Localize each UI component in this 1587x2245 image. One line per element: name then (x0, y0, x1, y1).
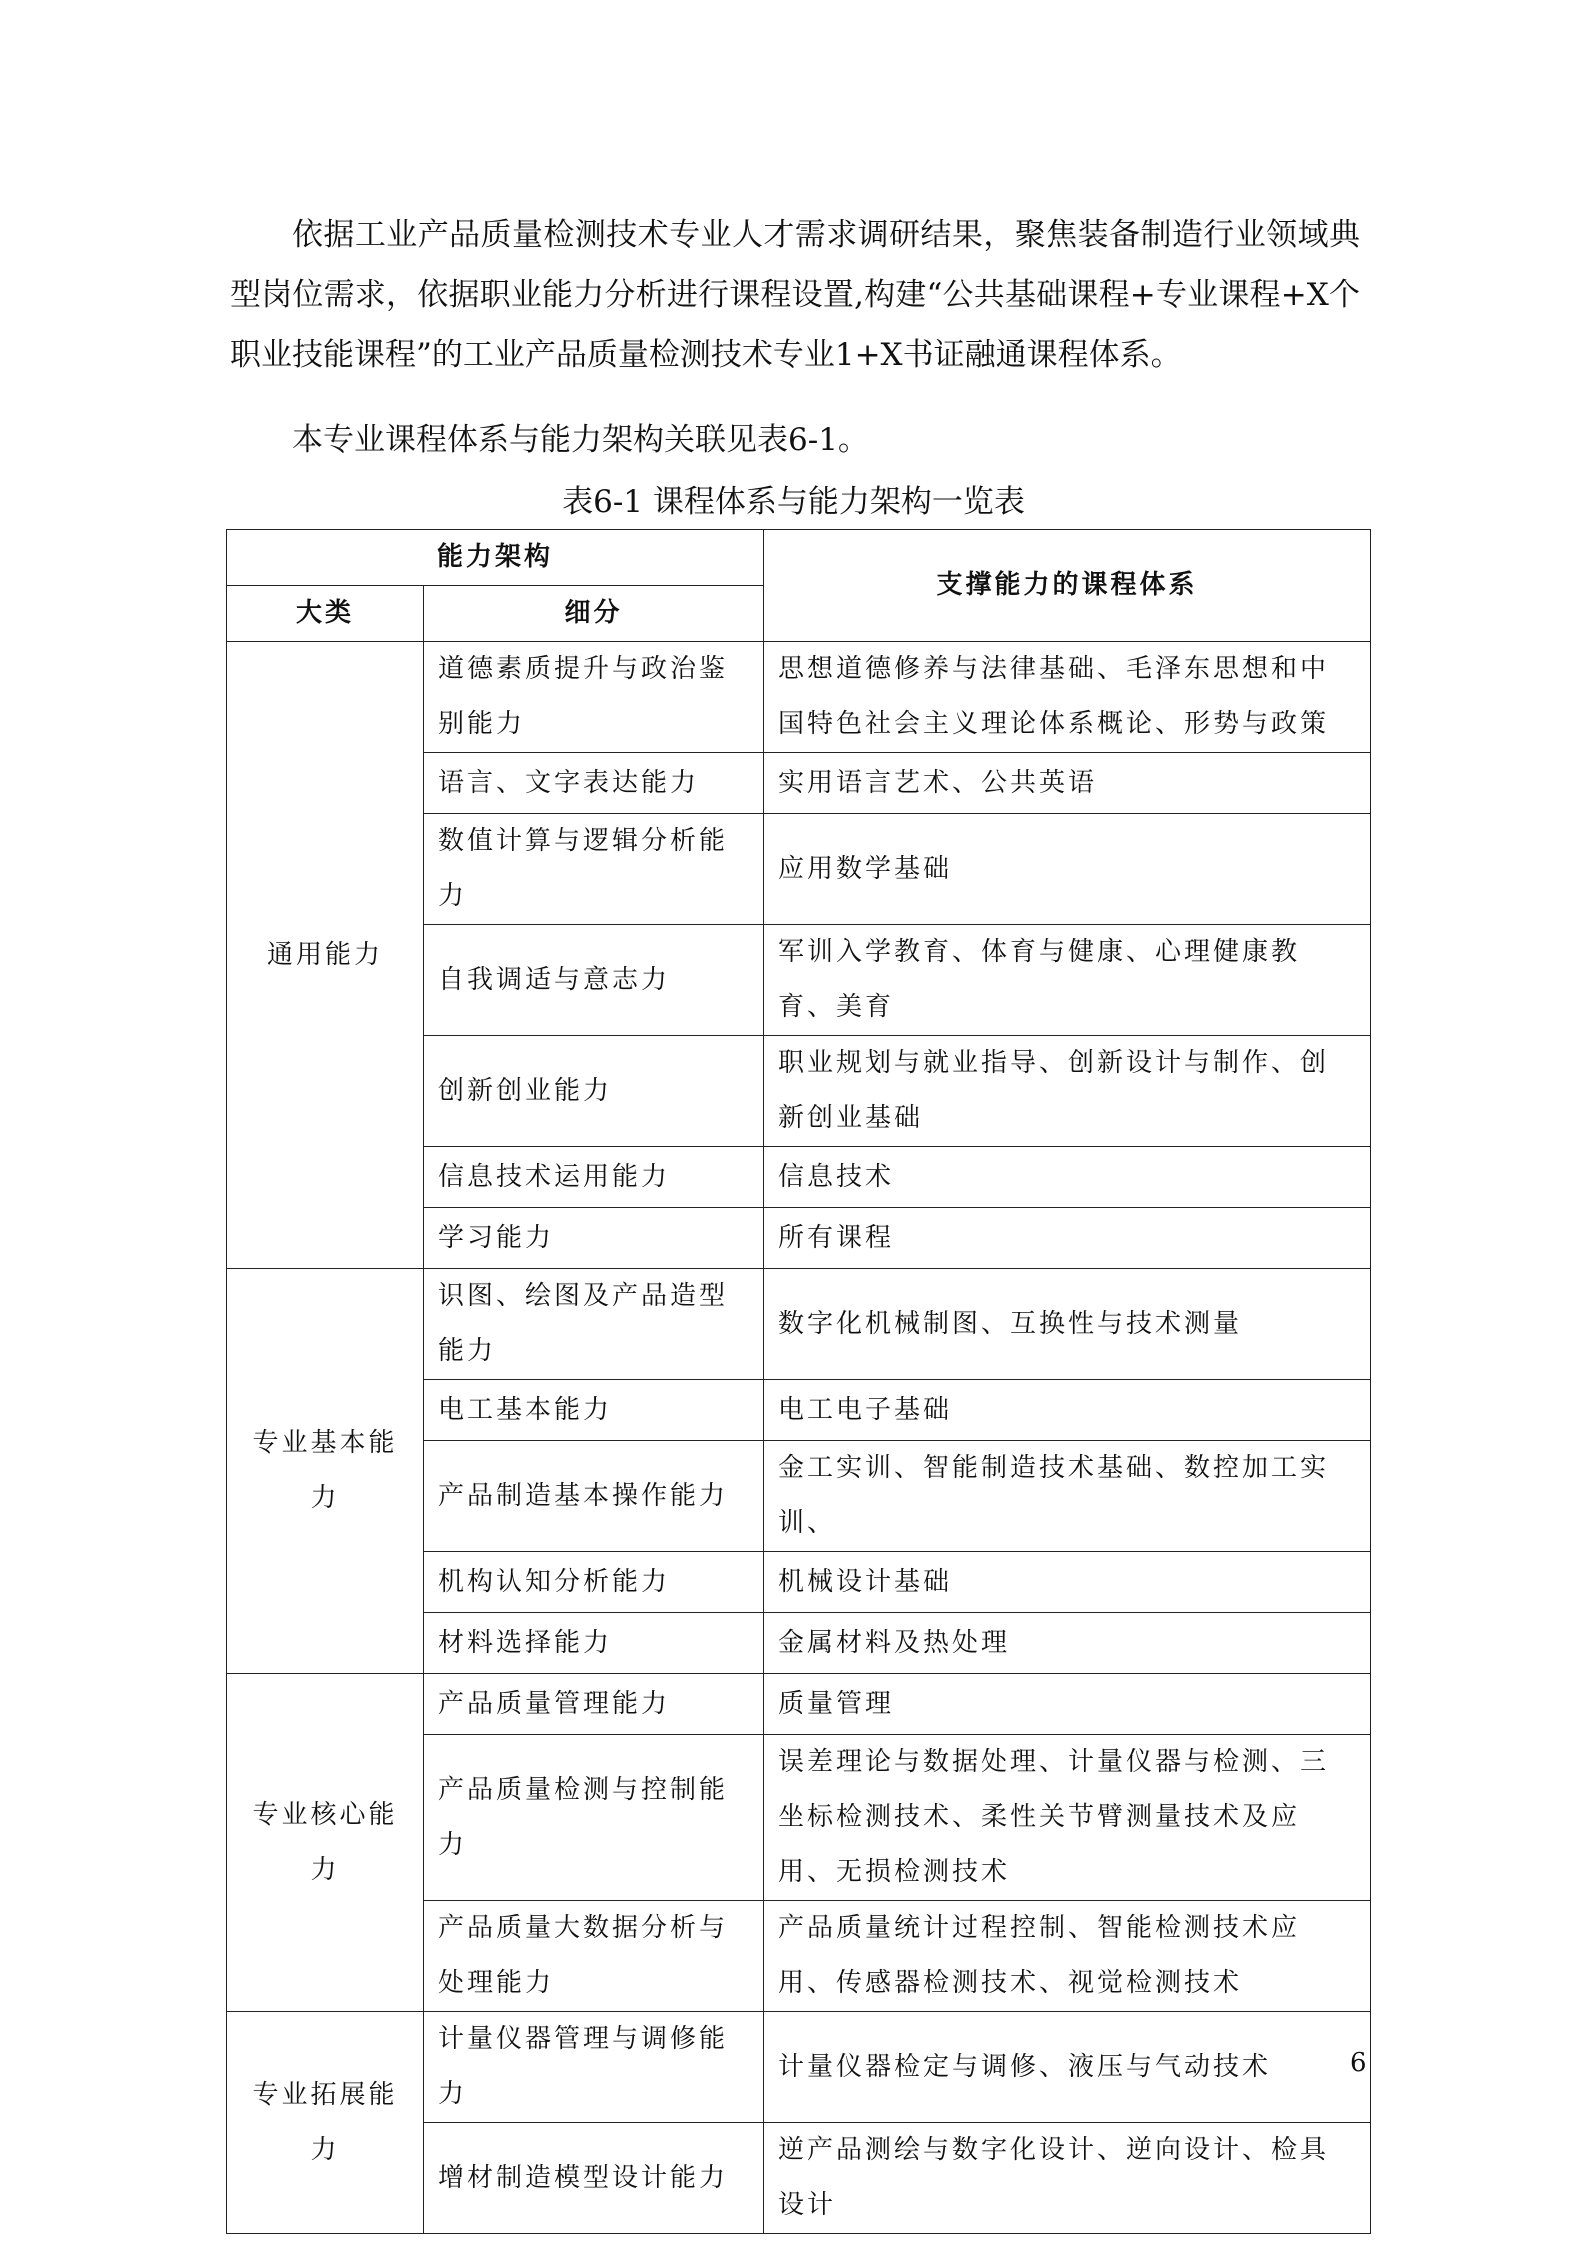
course-cell: 质量管理 (764, 1674, 1371, 1735)
course-cell: 思想道德修养与法律基础、毛泽东思想和中国特色社会主义理论体系概论、形势与政策 (764, 642, 1371, 753)
header-subdivision: 细分 (424, 586, 764, 642)
subdivision-cell: 产品质量大数据分析与处理能力 (424, 1901, 764, 2012)
subdivision-cell: 产品质量管理能力 (424, 1674, 764, 1735)
course-cell: 金属材料及热处理 (764, 1613, 1371, 1674)
course-cell: 军训入学教育、体育与健康、心理健康教育、美育 (764, 925, 1371, 1036)
subdivision-cell: 材料选择能力 (424, 1613, 764, 1674)
category-cell: 通用能力 (227, 642, 424, 1269)
subdivision-cell: 语言、文字表达能力 (424, 753, 764, 814)
subdivision-cell: 机构认知分析能力 (424, 1552, 764, 1613)
subdivision-cell: 创新创业能力 (424, 1036, 764, 1147)
subdivision-cell: 信息技术运用能力 (424, 1147, 764, 1208)
header-course-system: 支撑能力的课程体系 (764, 530, 1371, 642)
course-cell: 电工电子基础 (764, 1380, 1371, 1441)
intro-paragraph: 依据工业产品质量检测技术专业人才需求调研结果，聚焦装备制造行业领域典型岗位需求，依据职业能力分析进行课程设置,构建“公共基础课程+专业课程+X个职业技能课程”的工业产品质量检测技术专业1+X书证融通课程体系。 (230, 217, 1360, 373)
course-cell: 数字化机械制图、互换性与技术测量 (764, 1269, 1371, 1380)
page-number: 6 (1350, 2048, 1367, 2078)
course-cell: 职业规划与就业指导、创新设计与制作、创新创业基础 (764, 1036, 1371, 1147)
course-cell: 误差理论与数据处理、计量仪器与检测、三坐标检测技术、柔性关节臂测量技术及应用、无损检测技术 (764, 1735, 1371, 1901)
subdivision-cell: 增材制造模型设计能力 (424, 2123, 764, 2234)
header-ability-framework: 能力架构 (227, 530, 764, 586)
header-category: 大类 (227, 586, 424, 642)
course-cell: 逆产品测绘与数字化设计、逆向设计、检具设计 (764, 2123, 1371, 2234)
table-row (227, 2012, 1371, 2123)
course-cell: 产品质量统计过程控制、智能检测技术应用、传感器检测技术、视觉检测技术 (764, 1901, 1371, 2012)
subdivision-cell: 道德素质提升与政治鉴别能力 (424, 642, 764, 753)
subdivision-cell: 产品质量检测与控制能力 (424, 1735, 764, 1901)
course-ability-table (226, 529, 1371, 2234)
category-cell: 专业拓展能力 (227, 2012, 424, 2234)
course-cell: 应用数学基础 (764, 814, 1371, 925)
subdivision-cell: 自我调适与意志力 (424, 925, 764, 1036)
course-cell: 所有课程 (764, 1208, 1371, 1269)
course-cell: 实用语言艺术、公共英语 (764, 753, 1371, 814)
subdivision-cell: 识图、绘图及产品造型能力 (424, 1269, 764, 1380)
course-cell: 信息技术 (764, 1147, 1371, 1208)
subdivision-cell: 数值计算与逻辑分析能力 (424, 814, 764, 925)
table-row (227, 1674, 1371, 1735)
course-cell: 金工实训、智能制造技术基础、数控加工实训、 (764, 1441, 1371, 1552)
category-cell: 专业核心能力 (227, 1674, 424, 2012)
course-cell: 机械设计基础 (764, 1552, 1371, 1613)
category-cell: 专业基本能力 (227, 1269, 424, 1674)
table-reference-paragraph: 本专业课程体系与能力架构关联见表6-1。 (292, 422, 869, 458)
course-cell: 计量仪器检定与调修、液压与气动技术 (764, 2012, 1371, 2123)
subdivision-cell: 学习能力 (424, 1208, 764, 1269)
subdivision-cell: 计量仪器管理与调修能力 (424, 2012, 764, 2123)
subdivision-cell: 电工基本能力 (424, 1380, 764, 1441)
table-row (227, 642, 1371, 753)
table-row (227, 1269, 1371, 1380)
subdivision-cell: 产品制造基本操作能力 (424, 1441, 764, 1552)
table-caption: 表6-1 课程体系与能力架构一览表 (562, 484, 1025, 520)
